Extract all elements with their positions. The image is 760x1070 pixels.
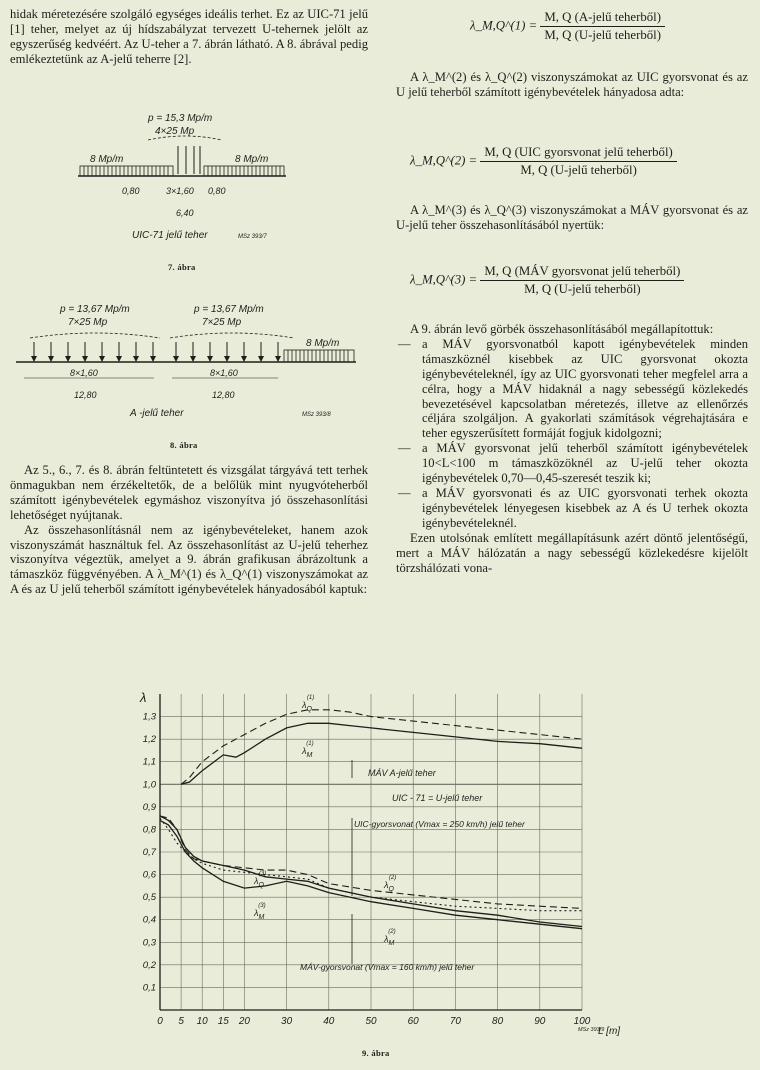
left-column-lower	[10, 463, 368, 597]
label-lm3: $\lambda_M(3)$	[254, 903, 266, 921]
fig8-load-hatch	[288, 350, 348, 362]
eq2-lhs: λ_M,Q^(2) =	[410, 153, 478, 168]
finding-3: — a MÁV gyorsvonati és az UIC gyorsvonati terhek okozta igénybevételek lényegesen kisebbek az A és U terhek okozta igénybevételeknél.	[396, 486, 748, 531]
x-tick-label: 60	[407, 1016, 419, 1027]
y-tick-label: 0,8	[142, 824, 156, 836]
fig8-total-1: 12,80	[74, 390, 97, 400]
finding-2: — a MÁV gyorsvonat jelű teherből számított igénybevételek 10<L<100 m támaszközöknél az U-jelű teher okozta igénybevételek 0,70—0,45-szeresét teszik ki;	[396, 441, 748, 486]
left-paragraph-1: hidak méretezésére szolgáló egységes ideális terhet. Ez az UIC-71 jelű [1] teher, melyet az új hídszabályzat tervezett U-tehernek jelölt az egyszerűség kedvéért. Az U-teher a 7. ábrán látható. A 8. ábrával pedig emlékeztetünk az A-jelű teherre [2].	[10, 7, 368, 66]
finding-1: — a MÁV gyorsvonatból kapott igénybevételek minden támaszköznél kisebbek az UIC gyorsvonat okozta igénybevételeknél, így az UIC gyorsvonati teher megfelel arra a célra, hogy a MÁV hidaknál a nagy sebességű közlekedés bevezetésével kapcsolatban méretezés, illetve az ellenőrzés céljára szolgáljon. A gyakorlati számítások végrehajtására e teher egyszerűsített formáját fogjuk kidolgozni;	[396, 337, 748, 441]
figure-9-chart	[130, 688, 630, 1042]
fig7-load-right: 8 Mp/m	[235, 154, 269, 165]
fig8-brace-2	[170, 333, 294, 338]
fig8-brace-1	[30, 333, 160, 338]
x-tick-label: 40	[323, 1016, 335, 1027]
annot-uic71: UIC - 71 = U-jelű teher	[392, 793, 483, 803]
eq3-lhs: λ_M,Q^(3) =	[410, 272, 478, 287]
eq2-fraction	[480, 145, 676, 178]
left-paragraph-3: Az összehasonlításnál nem az igénybevételeket, hanem azok viszonyszámát használtuk fel. Az összehasonlítást az U-jelű teherhez viszonyítva végeztük, amelyet a 9. ábrán grafikusan ábrázoltunk a támaszköz függvényében. A λ_M^(1) és λ_Q^(1) viszonyszámokat az A és az U jelű teherből számított igénybevételek hányadosából kaptuk:	[10, 522, 368, 597]
right-paragraph-2: A λ_M^(3) és λ_Q^(3) viszonyszámokat a MÁV gyorsvonat és az U-jelű teher összehasonlításából nyertük:	[396, 203, 748, 232]
y-tick-label: 1,0	[142, 779, 156, 791]
figure-7	[70, 110, 300, 250]
label-lm2: $\lambda_M(2)$	[384, 929, 396, 947]
x-tick-label: 30	[281, 1016, 293, 1027]
y-tick-label: 0,9	[142, 801, 156, 813]
y-tick-label: 0,7	[142, 847, 156, 858]
eq2-denominator: M, Q (U-jelű teherből)	[520, 163, 637, 177]
figure-8	[12, 298, 360, 436]
fig7-dim-mid: 3×1,60	[166, 186, 194, 196]
fig7-name: UIC-71 jelű teher	[132, 230, 208, 241]
fig7-ref: MSz 393/7	[238, 234, 267, 240]
eq2-numerator: M, Q (UIC gyorsvonat jelű teherből)	[480, 145, 676, 162]
fig8-distributed-load	[284, 350, 354, 362]
fig7-dim-total: 6,40	[176, 208, 194, 218]
fig7-distributed-load	[80, 166, 284, 176]
right-paragraph-2-wrap	[396, 203, 748, 233]
label-lq1: $\lambda_Q(1)$	[302, 695, 315, 713]
x-tick-label: 15	[217, 1016, 229, 1027]
eq3-numerator: M, Q (MÁV gyorsvonat jelű teherből)	[480, 264, 684, 281]
figure-8-caption: 8. ábra	[170, 440, 198, 450]
figure-7-caption: 7. ábra	[168, 262, 196, 272]
fig8-dim-1: 8×1,60	[70, 368, 98, 378]
annot-uic-gyors: UIC-gyorsvonat (Vmax = 250 km/h) jelű teher	[354, 819, 525, 829]
fig8-load-right: 8 Mp/m	[306, 338, 340, 349]
fig7-dim-right: 0,80	[208, 186, 226, 196]
x-tick-label: 100	[573, 1016, 591, 1027]
y-tick-label: 0,2	[142, 959, 156, 971]
label-lm1: $\lambda_M(1)$	[302, 741, 314, 759]
x-tick-label: 50	[365, 1016, 377, 1027]
left-paragraph-2: Az 5., 6., 7. és 8. ábrán feltüntetett és vizsgálat tárgyává tett terhek önmagukban nem érzékeltetők, de a belőlük mint nyugvóteherből számított igénybevételek egymáshoz viszonyítva jó összehasonlítási lehetőséget nyújtanak.	[10, 463, 368, 522]
findings-list	[396, 337, 748, 531]
annot-mav-gyors: MÁV-gyorsvonat (Vmax = 160 km/h) jelű teher	[300, 962, 475, 972]
chart-ticks	[143, 712, 591, 1027]
eq1-denominator: M, Q (U-jelű teherből)	[544, 28, 661, 42]
fig8-p2-label: p = 13,67 Mp/m	[194, 304, 264, 315]
x-tick-label: 80	[492, 1016, 504, 1027]
fig9-ref: MSz 393/9	[578, 1027, 605, 1033]
y-tick-label: 0,3	[142, 937, 156, 949]
fig8-p2-sub: 7×25 Mp	[202, 317, 242, 328]
equation-2	[410, 145, 677, 178]
figure-9-caption: 9. ábra	[362, 1048, 390, 1058]
label-lq2: $\lambda_Q(2)$	[384, 875, 397, 893]
eq3-denominator: M, Q (U-jelű teherből)	[524, 282, 641, 296]
label-lq3: $\lambda_Q(3)$	[254, 871, 267, 889]
eq1-numerator: M, Q (A-jelű teherből)	[540, 10, 665, 27]
fig8-p1-sub: 7×25 Mp	[68, 317, 108, 328]
fig7-axle-arrows	[178, 146, 200, 174]
y-tick-label: 0,6	[142, 869, 156, 881]
y-tick-label: 1,1	[142, 756, 156, 768]
annot-mav-a: MÁV A-jelű teher	[368, 768, 436, 778]
x-tick-label: 20	[238, 1016, 250, 1027]
x-tick-label: 90	[534, 1016, 546, 1027]
fig8-name: A -jelű teher	[130, 408, 184, 419]
right-paragraph-3: A 9. ábrán levő görbék összehasonlításából megállapítottuk:	[410, 322, 714, 336]
right-paragraph-4: Ezen utolsónak említett megállapításunk azért döntő jelentőségű, mert a MÁV hálózatán a nagy sebességű közlekedésre kijelölt törzshálózati vona-	[396, 530, 748, 575]
right-paragraph-1: A λ_M^(2) és λ_Q^(2) viszonyszámokat az UIC gyorsvonat és az U jelű teherből számított igénybevételek hányadosa adta:	[396, 70, 748, 99]
eq1-fraction	[540, 10, 665, 43]
fig8-dim-2: 8×1,60	[210, 368, 238, 378]
y-tick-label: 1,3	[142, 711, 156, 723]
x-tick-label: 5	[178, 1016, 184, 1027]
right-column-body	[396, 322, 748, 575]
chart-ylabel: λ	[140, 690, 147, 705]
fig8-p1-label: p = 13,67 Mp/m	[60, 304, 130, 315]
right-paragraph-1-wrap	[396, 70, 748, 100]
fig7-p-sub: 4×25 Mp	[155, 126, 195, 137]
equation-1	[470, 10, 665, 43]
equation-3	[410, 264, 684, 297]
left-column	[10, 7, 368, 67]
fig8-axle-arrows	[34, 342, 278, 360]
fig8-arrow-heads	[31, 356, 281, 362]
fig7-p-label: p = 15,3 Mp/m	[148, 113, 213, 124]
x-tick-label: 10	[196, 1016, 208, 1027]
y-tick-label: 0,1	[142, 982, 156, 994]
fig7-load-left: 8 Mp/m	[90, 154, 124, 165]
eq3-fraction	[480, 264, 684, 297]
y-tick-label: 1,2	[142, 734, 156, 746]
y-tick-label: 0,5	[142, 892, 156, 904]
fig8-ref: MSz 393/8	[302, 412, 331, 418]
chart-xlabel: L [m]	[598, 1026, 621, 1037]
y-tick-label: 0,4	[142, 914, 156, 926]
fig7-dim-left: 0,80	[122, 186, 140, 196]
x-tick-label: 70	[449, 1016, 461, 1027]
eq1-lhs: λ_M,Q^(1) =	[470, 18, 538, 33]
x-tick-label: 0	[157, 1016, 163, 1027]
fig8-total-2: 12,80	[212, 390, 235, 400]
